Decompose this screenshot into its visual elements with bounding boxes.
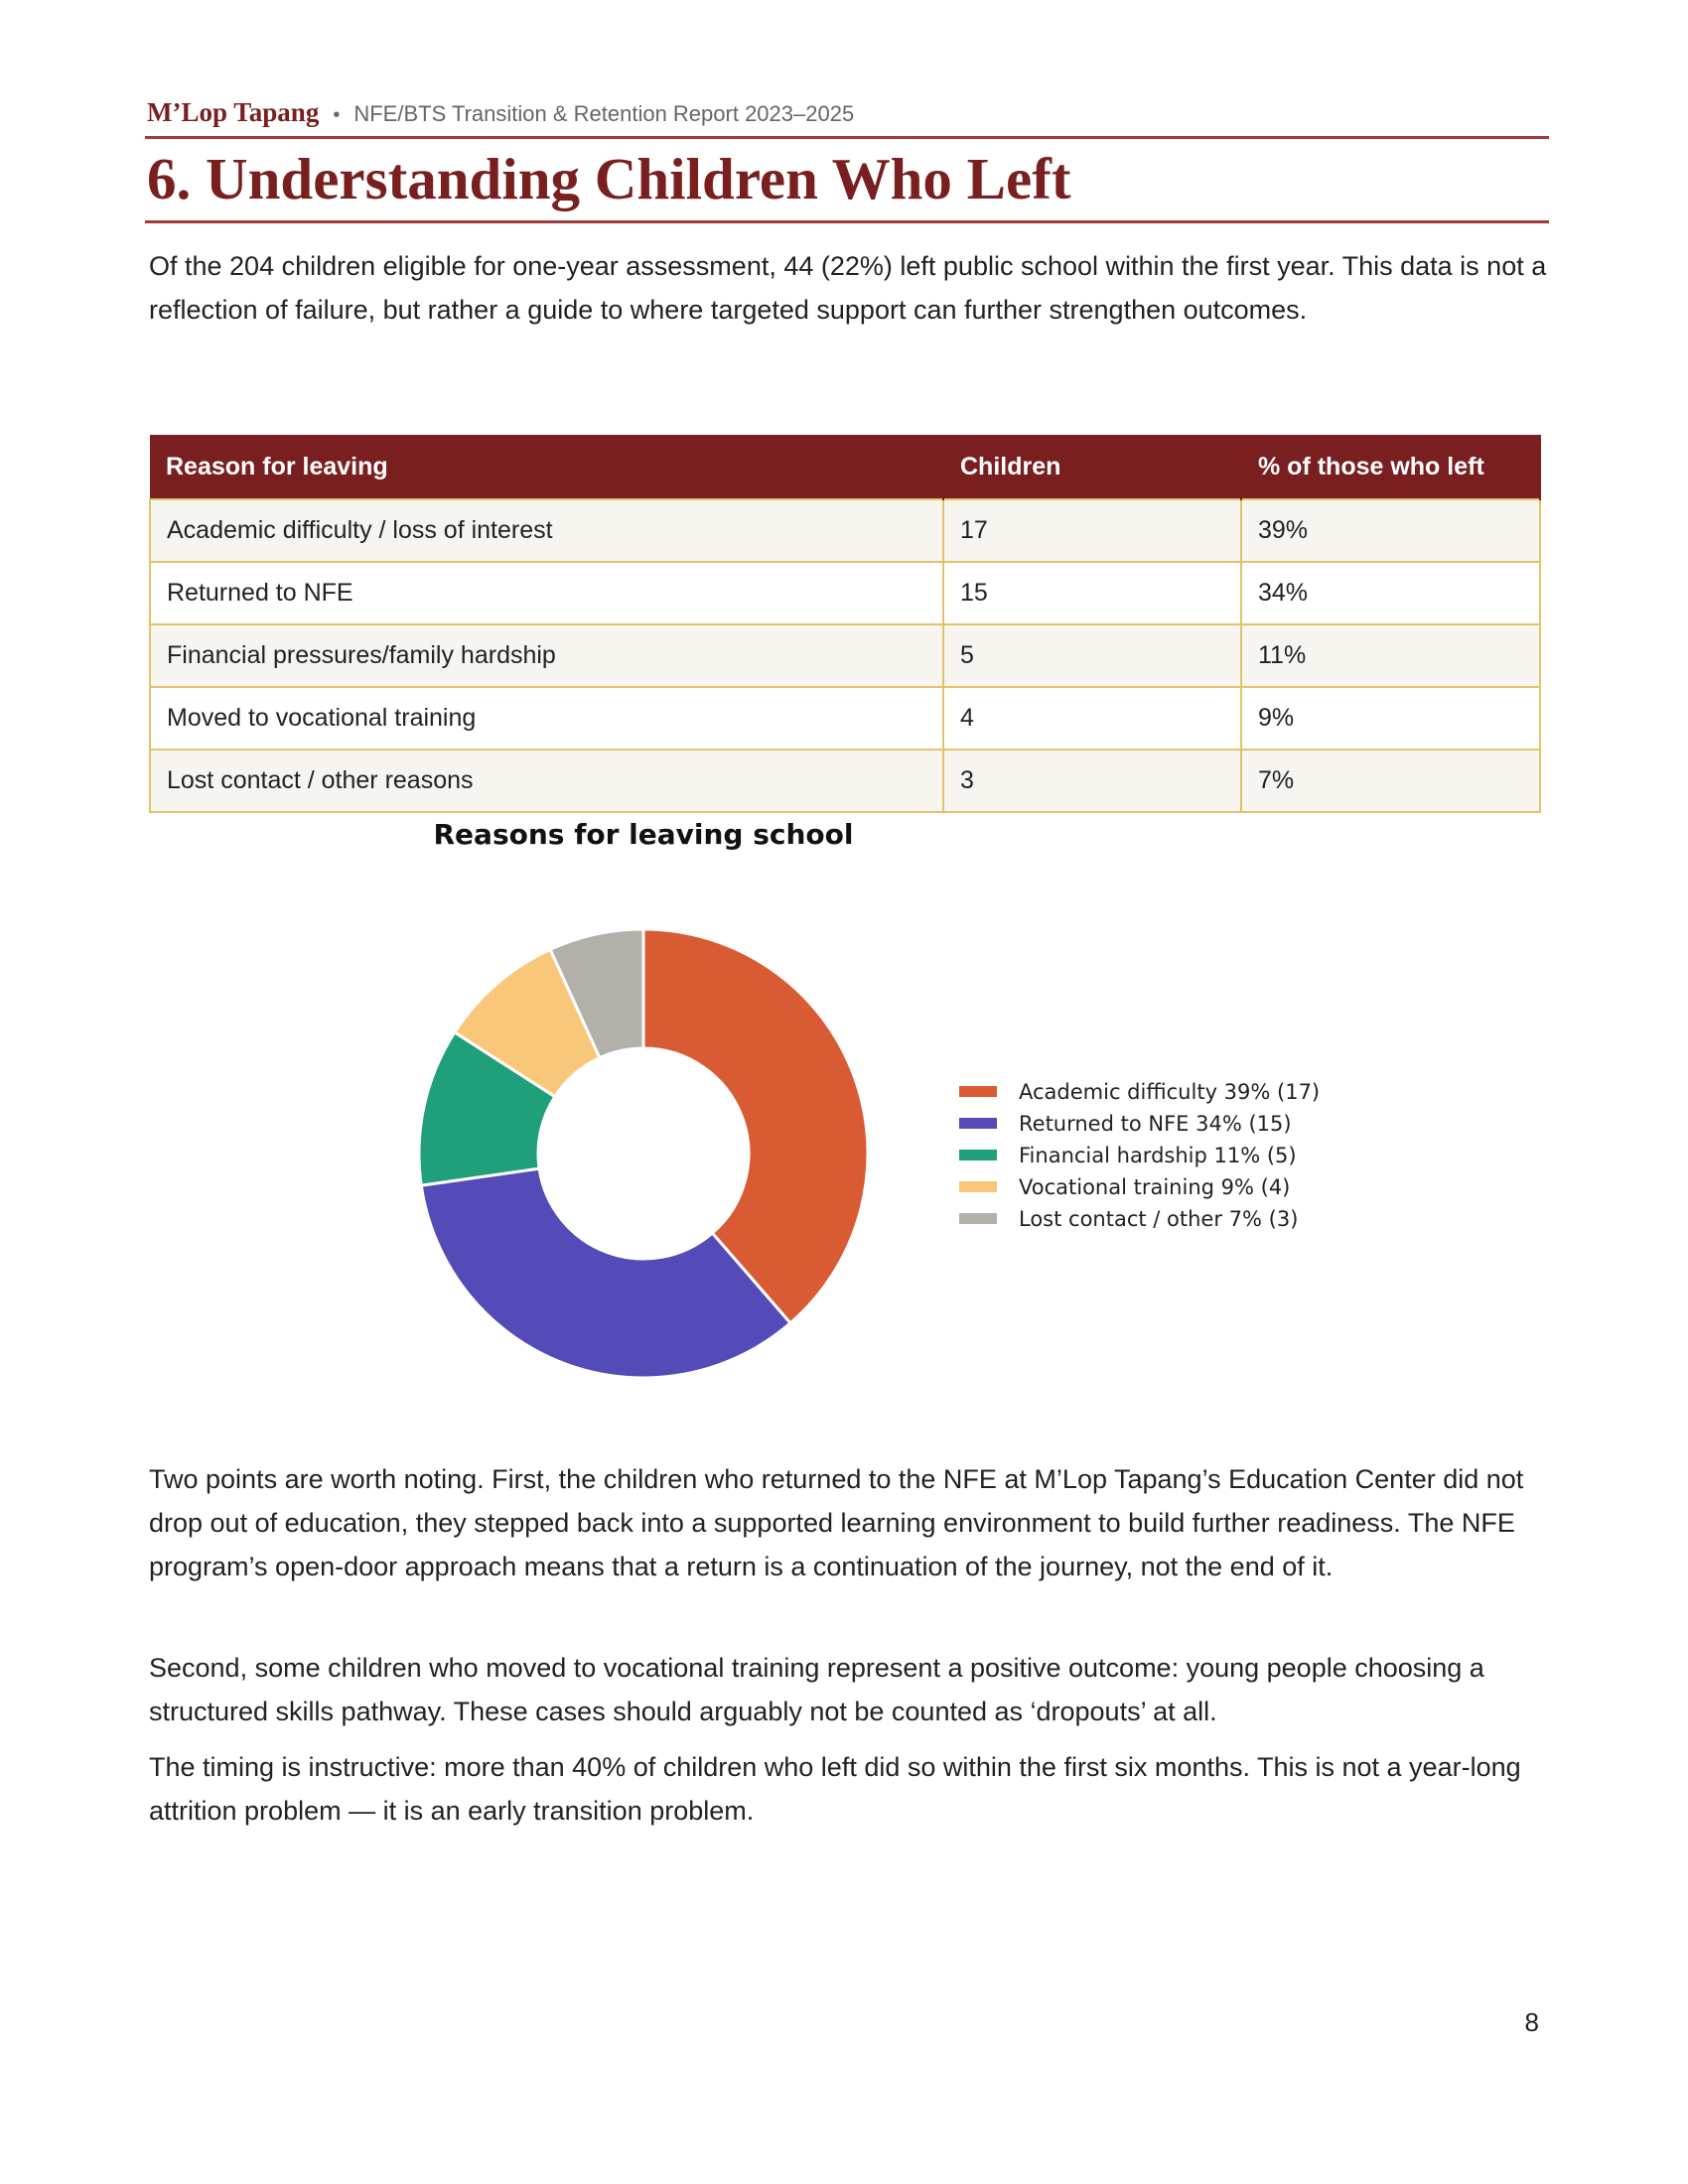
children-cell: 3 [943, 750, 1241, 812]
reason-cell: Lost contact / other reasons [150, 750, 943, 812]
legend-label: Vocational training 9% (4) [1019, 1175, 1291, 1199]
donut-chart-canvas [0, 814, 1688, 1410]
children-cell: 5 [943, 624, 1241, 687]
reason-cell: Returned to NFE [150, 562, 943, 624]
header-rule [145, 136, 1549, 139]
legend-label: Financial hardship 11% (5) [1019, 1144, 1297, 1167]
title-rule [145, 220, 1549, 223]
percent-cell: 34% [1241, 562, 1540, 624]
percent-cell: 9% [1241, 687, 1540, 750]
reasons-donut-chart [0, 814, 1688, 1410]
report-title: NFE/BTS Transition & Retention Report 2023–2025 [353, 101, 855, 126]
table-header-row [150, 435, 1540, 499]
section-title: 6. Understanding Children Who Left [147, 146, 1071, 211]
chart-title: Reasons for leaving school [433, 818, 854, 851]
children-cell: 17 [943, 499, 1241, 562]
legend-label: Returned to NFE 34% (15) [1019, 1112, 1292, 1136]
column-header-percent: % of those who left [1241, 435, 1540, 499]
body-paragraph-3: The timing is instructive: more than 40% of children who left did so within the first six months. This is not a year-long attrition problem — it is an early transition problem. [149, 1752, 1521, 1826]
page-number: 8 [1524, 2007, 1539, 2037]
donut-slice-returned-to-nfe [421, 1168, 790, 1378]
legend-swatch [959, 1118, 997, 1129]
percent-cell: 39% [1241, 499, 1540, 562]
brand-name: M’Lop Tapang [147, 97, 320, 127]
legend-swatch [959, 1181, 997, 1192]
donut-slices [419, 929, 868, 1378]
intro-paragraph: Of the 204 children eligible for one-year assessment, 44 (22%) left public school within the first year. This data is not a reflection of failure, but rather a guide to where targeted support can further strengthen outcomes. [149, 251, 1547, 325]
reason-cell: Financial pressures/family hardship [150, 624, 943, 687]
percent-cell: 11% [1241, 624, 1540, 687]
table-row [150, 624, 1540, 687]
body-paragraph-2: Second, some children who moved to vocational training represent a positive outcome: young people choosing a structured skills pathway. These cases should arguably not be counted as ‘dropouts’ at all. [149, 1653, 1484, 1726]
legend-swatch [959, 1086, 997, 1097]
column-header-children: Children [943, 435, 1241, 499]
chart-legend [959, 1080, 1320, 1231]
table-row [150, 750, 1540, 812]
percent-cell: 7% [1241, 750, 1540, 812]
reasons-table [149, 435, 1541, 813]
running-header [147, 97, 1547, 131]
table-row [150, 499, 1540, 562]
column-header-reason: Reason for leaving [150, 435, 943, 499]
table-row [150, 562, 1540, 624]
children-cell: 4 [943, 687, 1241, 750]
header-separator: • [333, 104, 341, 126]
table-row [150, 687, 1540, 750]
legend-swatch [959, 1150, 997, 1160]
legend-label: Academic difficulty 39% (17) [1019, 1080, 1321, 1104]
body-paragraph-1: Two points are worth noting. First, the children who returned to the NFE at M’Lop Tapang’s Education Center did not drop out of education, they stepped back into a supported learning environment to build further readiness. The NFE program’s open-door approach means that a return is a continuation of the journey, not the end of it. [149, 1464, 1524, 1581]
reason-cell: Academic difficulty / loss of interest [150, 499, 943, 562]
reason-cell: Moved to vocational training [150, 687, 943, 750]
legend-label: Lost contact / other 7% (3) [1019, 1207, 1299, 1231]
legend-swatch [959, 1213, 997, 1224]
children-cell: 15 [943, 562, 1241, 624]
